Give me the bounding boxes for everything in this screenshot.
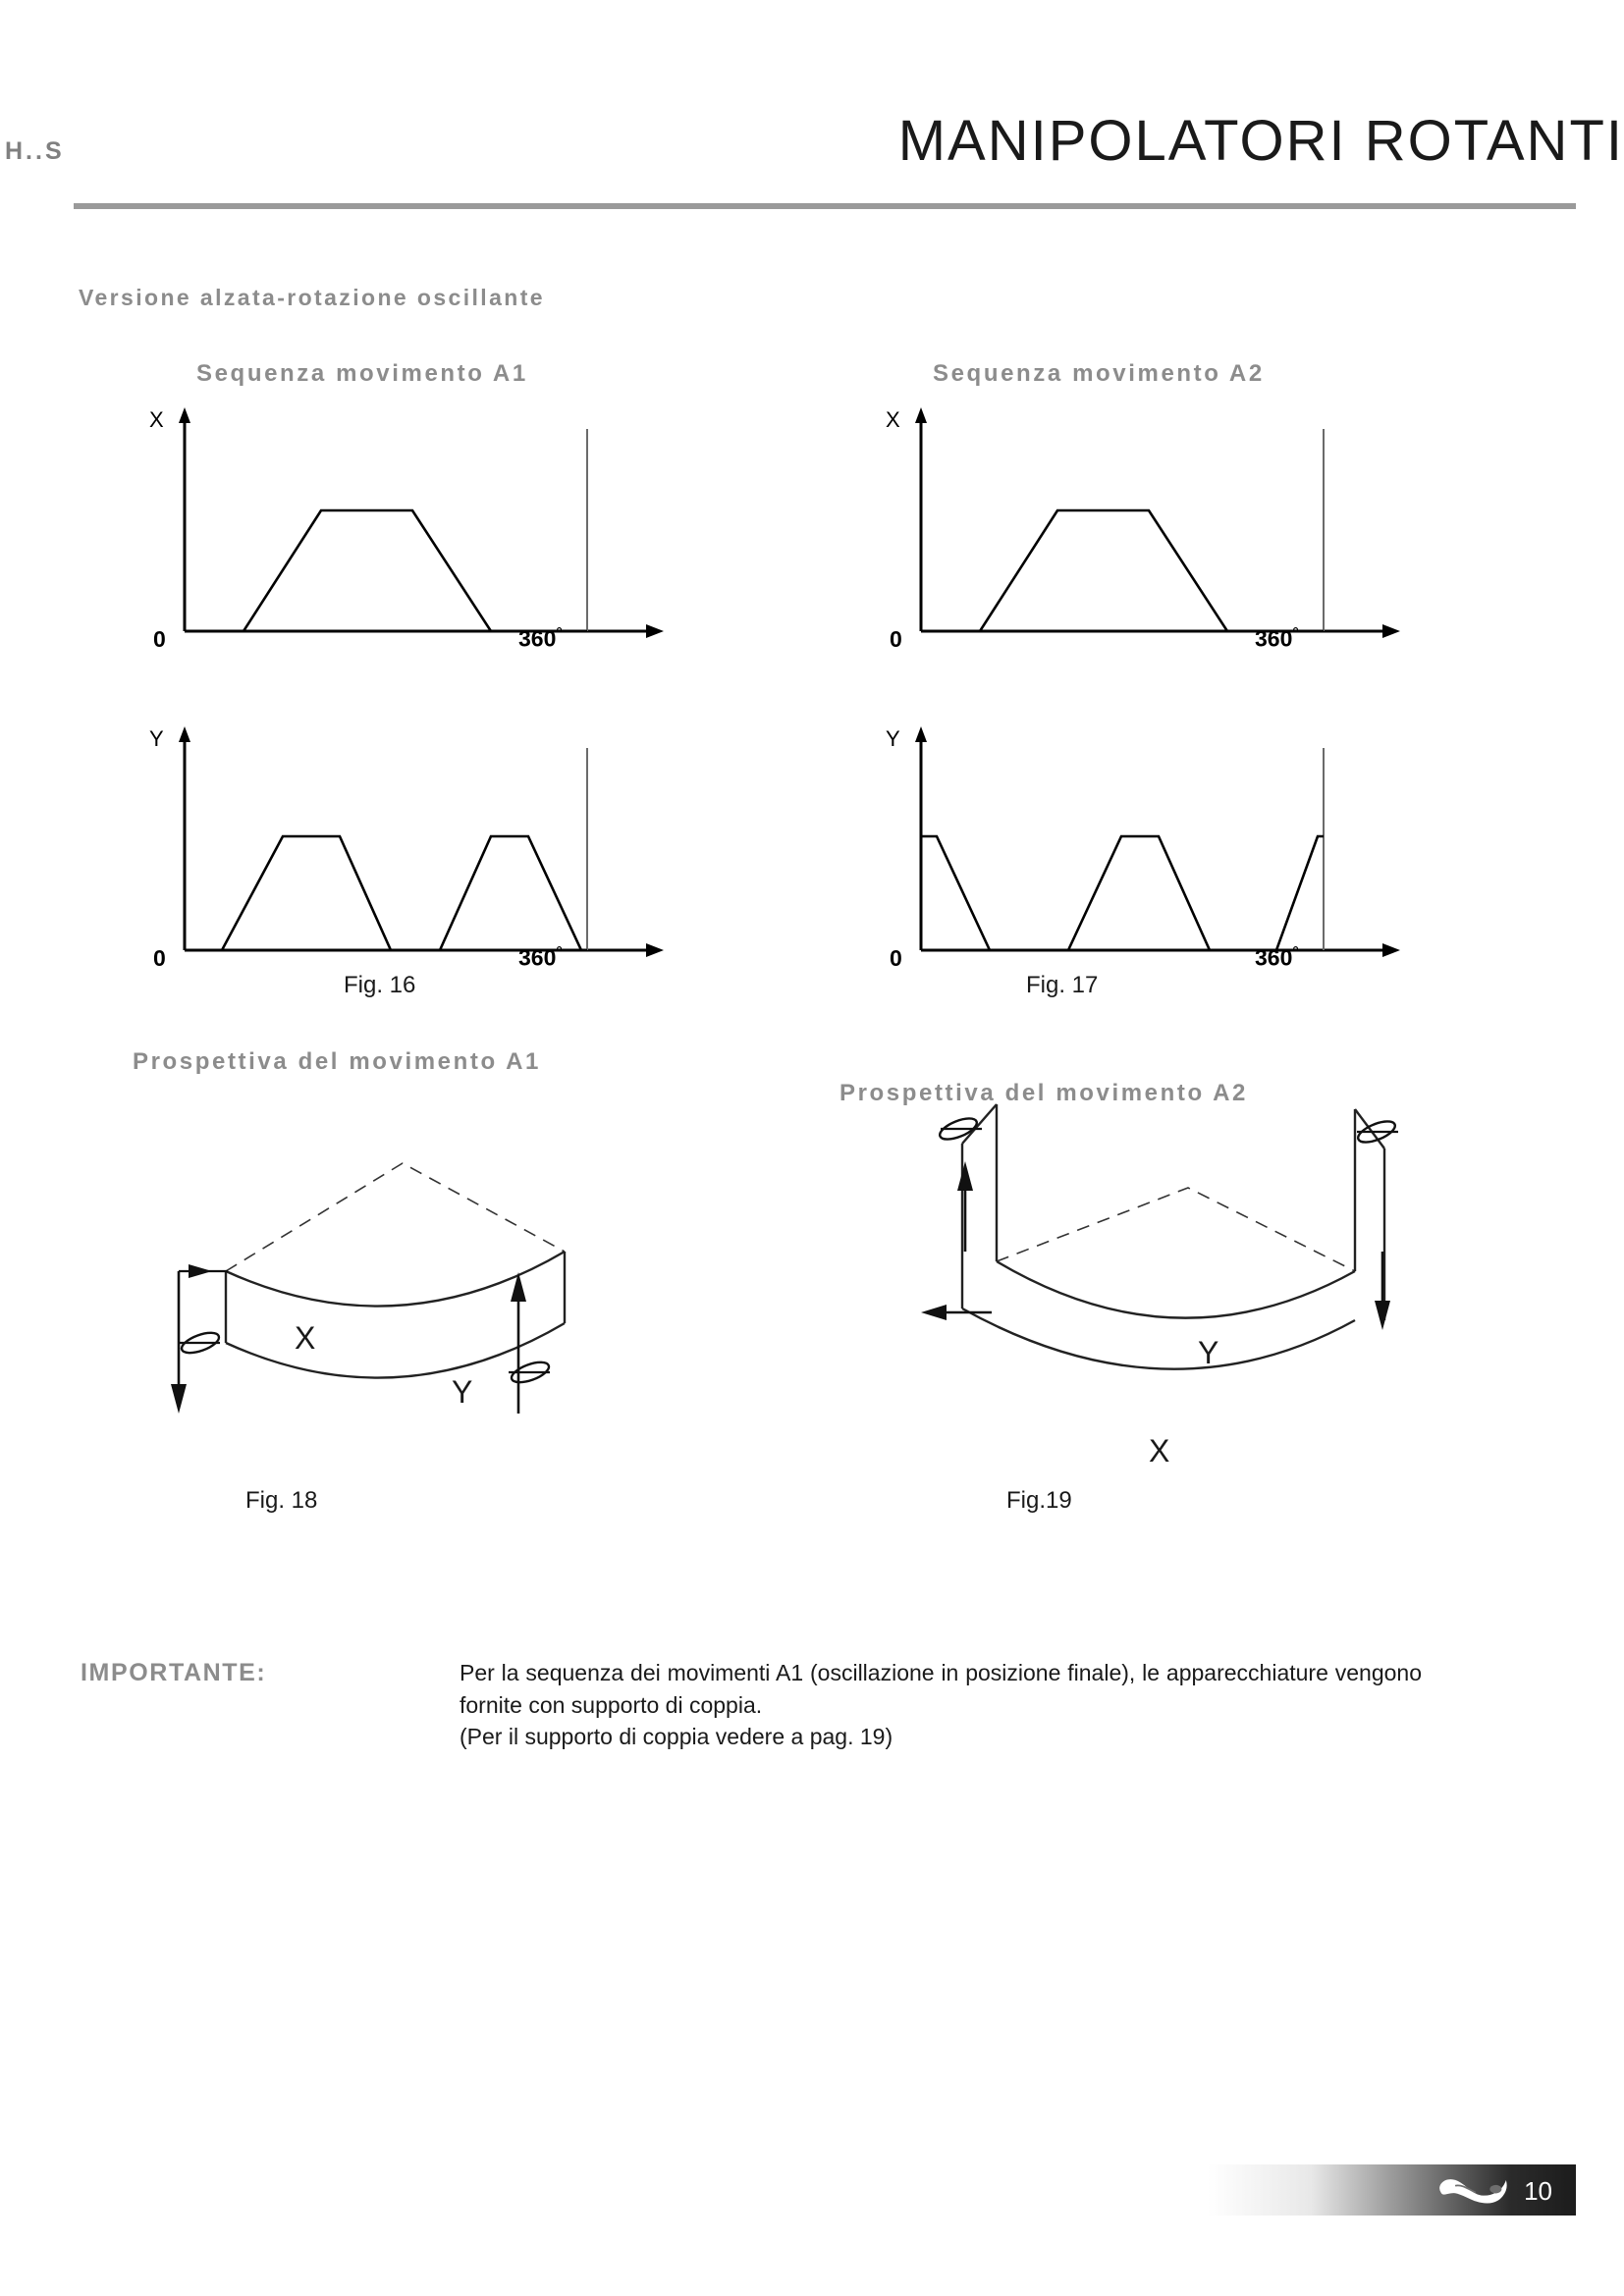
document-code: H..S <box>5 137 65 165</box>
figure-caption-17: Fig. 17 <box>1026 972 1099 998</box>
page-title: MANIPOLATORI ROTANTI <box>897 109 1624 173</box>
perspective-drawing-a1 <box>118 1090 668 1487</box>
axis-end-label: 360° <box>1255 944 1299 971</box>
axis-origin-label: 0 <box>890 945 902 971</box>
figure-caption-19: Fig.19 <box>1006 1487 1072 1514</box>
sequence-heading-a2: Sequenza movimento A2 <box>933 360 1265 387</box>
important-paragraph-2: (Per il supporto di coppia vedere a pag. 19) <box>460 1724 893 1750</box>
perspective-label-x-a1: X <box>295 1320 316 1356</box>
axis-label-x: X <box>149 407 164 432</box>
axis-label-y: Y <box>149 726 164 751</box>
chart-y-a1-svg <box>128 726 677 962</box>
chart-x-a1 <box>128 407 677 652</box>
chart-y-a2-svg <box>864 726 1414 962</box>
axis-label-x: X <box>886 407 900 432</box>
axis-label-y: Y <box>886 726 900 751</box>
company-logo-icon <box>1432 2168 1516 2212</box>
perspective-a1-svg <box>118 1090 668 1482</box>
footer-gradient-bar <box>1208 2164 1576 2216</box>
perspective-drawing-a2 <box>864 1085 1414 1482</box>
axis-end-label: 360° <box>1255 625 1299 652</box>
axis-origin-label: 0 <box>890 626 902 652</box>
chart-y-a2 <box>864 726 1414 971</box>
perspective-heading-a2: Prospettiva del movimento A2 <box>839 1080 1248 1106</box>
axis-origin-label: 0 <box>153 945 166 971</box>
chart-x-a2-svg <box>864 407 1414 643</box>
perspective-label-y-a1: Y <box>452 1374 473 1410</box>
important-body <box>460 1657 1422 1753</box>
chart-y-a1 <box>128 726 677 971</box>
perspective-label-x-a2: X <box>1149 1433 1170 1468</box>
perspective-heading-a1: Prospettiva del movimento A1 <box>133 1048 541 1075</box>
perspective-a2-svg <box>864 1085 1414 1477</box>
figure-caption-18: Fig. 18 <box>245 1487 318 1514</box>
chart-x-a1-svg <box>128 407 677 643</box>
page-footer <box>1208 2164 1576 2216</box>
chart-x-a2 <box>864 407 1414 652</box>
axis-end-label: 360° <box>518 625 563 652</box>
perspective-label-y-a2: Y <box>1198 1335 1219 1370</box>
important-label: IMPORTANTE: <box>81 1659 267 1686</box>
figure-caption-16: Fig. 16 <box>344 972 416 998</box>
important-paragraph-1: Per la sequenza dei movimenti A1 (oscillazione in posizione finale), le apparecchiature vengono fornite con supporto di coppia. <box>460 1660 1422 1718</box>
header-divider <box>74 203 1576 209</box>
sequence-heading-a1: Sequenza movimento A1 <box>196 360 528 387</box>
axis-end-label: 360° <box>518 944 563 971</box>
page-number: 10 <box>1524 2176 1552 2206</box>
section-title: Versione alzata-rotazione oscillante <box>79 285 545 310</box>
axis-origin-label: 0 <box>153 626 166 652</box>
